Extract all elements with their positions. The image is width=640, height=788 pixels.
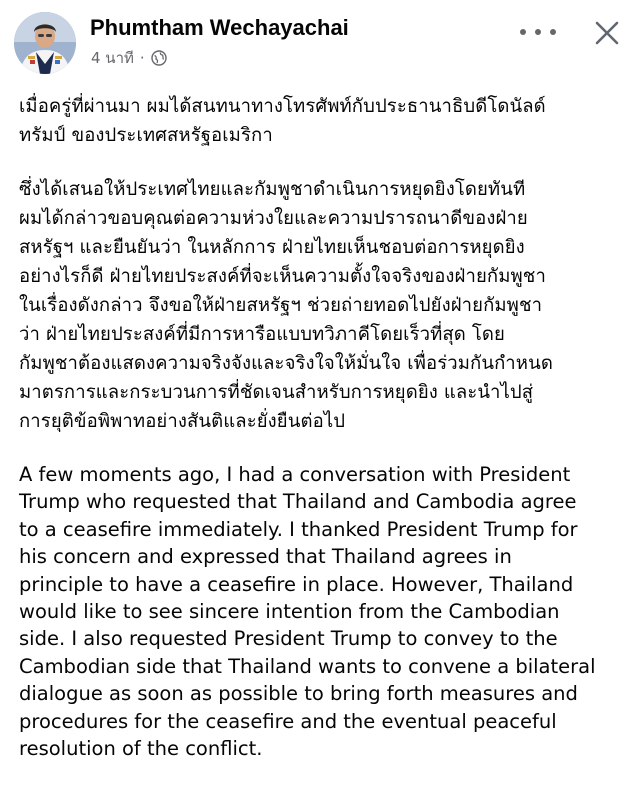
more-dot bbox=[535, 29, 541, 35]
text-line: procedures for the ceasefire and the eventual peaceful bbox=[19, 709, 557, 733]
text-line: resolution of the conflict. bbox=[19, 737, 263, 761]
more-options-button[interactable] bbox=[520, 22, 556, 42]
text-line: อย่างไรก็ดี ฝ่ายไทยประสงค์ที่จะเห็นความตั้งใจจริงของฝ่ายกัมพูชา bbox=[19, 266, 546, 287]
post-time[interactable]: 4 นาที bbox=[91, 49, 134, 67]
more-dot bbox=[550, 29, 556, 35]
more-horizontal-icon bbox=[520, 29, 526, 35]
profile-photo-icon bbox=[14, 12, 76, 74]
meta-separator: · bbox=[139, 49, 145, 67]
author-avatar[interactable] bbox=[14, 12, 76, 74]
text-line: ทรัมป์ ของประเทศสหรัฐอเมริกา bbox=[19, 125, 273, 146]
text-line: กัมพูชาต้องแสดงความจริงจังและจริงใจให้มั่นใจ เพื่อร่วมกันกำหนด bbox=[19, 353, 553, 374]
text-line: Trump who requested that Thailand and Cambodia agree bbox=[19, 490, 577, 514]
author-name[interactable]: Phumtham Wechayachai bbox=[90, 15, 349, 40]
text-line: ว่า ฝ่ายไทยประสงค์ที่มีการหารือแบบทวิภาคีโดยเร็วที่สุด โดย bbox=[19, 324, 505, 345]
text-line: principle to have a ceasefire in place. However, Thailand bbox=[19, 572, 574, 596]
post-header bbox=[0, 0, 640, 78]
text-line: การยุติข้อพิพาทอย่างสันติและยั่งยืนต่อไป bbox=[19, 411, 346, 432]
post-meta bbox=[91, 48, 167, 68]
thai-paragraph-1 bbox=[19, 92, 629, 150]
english-paragraph bbox=[19, 461, 629, 762]
text-line: ผมได้กล่าวขอบคุณต่อความห่วงใยและความปรารถนาดีของฝ่าย bbox=[19, 208, 528, 229]
text-line: side. I also requested President Trump to convey to the bbox=[19, 627, 558, 651]
text-line: เมื่อครู่ที่ผ่านมา ผมได้สนทนาทางโทรศัพท์กับประธานาธิบดีโดนัลด์ bbox=[19, 96, 546, 117]
text-line: มาตรการและกระบวนการที่ชัดเจนสำหรับการหยุดยิง และนำไปสู่ bbox=[19, 382, 534, 403]
text-line: Cambodian side that Thailand wants to convene a bilateral bbox=[19, 654, 596, 678]
text-line: dialogue as soon as possible to bring forth measures and bbox=[19, 682, 578, 706]
close-button[interactable] bbox=[588, 14, 626, 52]
text-line: ซึ่งได้เสนอให้ประเทศไทยและกัมพูชาดำเนินการหยุดยิงโดยทันที bbox=[19, 179, 526, 200]
text-line: would like to see sincere intention from the Cambodian bbox=[19, 600, 560, 624]
thai-paragraph-2 bbox=[19, 175, 629, 436]
close-icon bbox=[588, 14, 626, 52]
text-line: ในเรื่องดังกล่าว จึงขอให้ฝ่ายสหรัฐฯ ช่วยถ่ายทอดไปยังฝ่ายกัมพูชา bbox=[19, 295, 543, 316]
text-line: to a ceasefire immediately. I thanked President Trump for bbox=[19, 517, 578, 541]
globe-icon[interactable] bbox=[151, 50, 167, 66]
text-line: his concern and expressed that Thailand agrees in bbox=[19, 545, 512, 569]
text-line: สหรัฐฯ และยืนยันว่า ในหลักการ ฝ่ายไทยเห็นชอบต่อการหยุดยิง bbox=[19, 237, 525, 258]
text-line: A few moments ago, I had a conversation with President bbox=[19, 463, 571, 486]
post-body bbox=[19, 92, 629, 762]
